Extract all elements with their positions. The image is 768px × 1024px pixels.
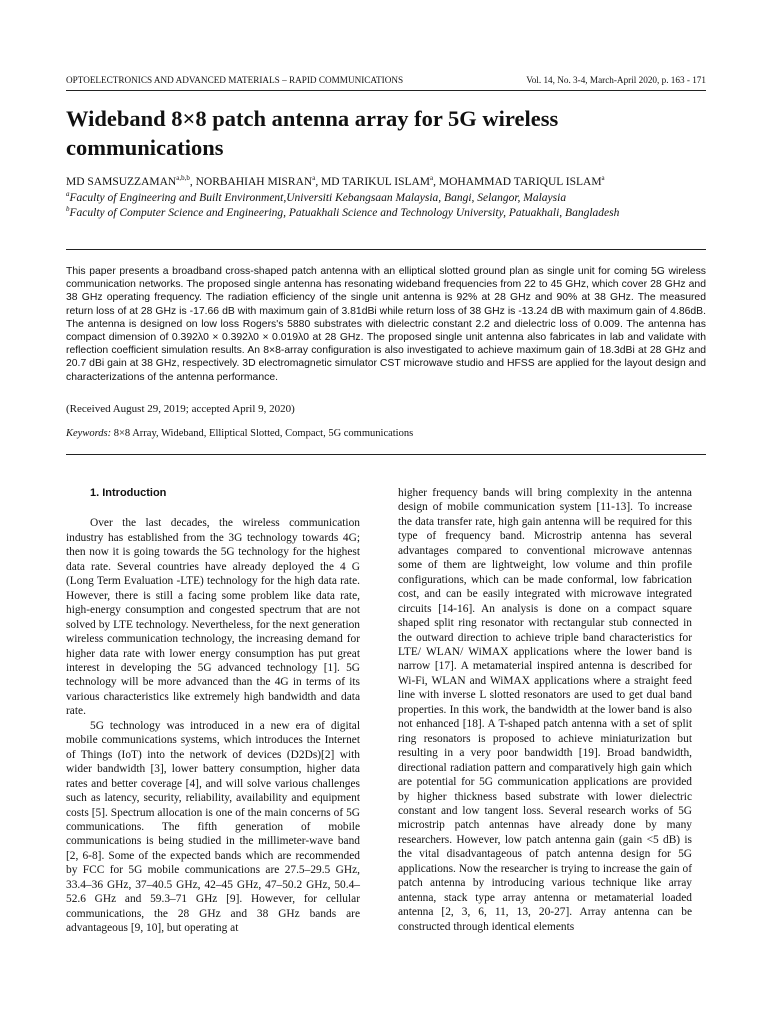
paper-title: Wideband 8×8 patch antenna array for 5G wireless communications — [66, 106, 559, 160]
paragraph: 5G technology was introduced in a new era of digital mobile communications systems, which introduces the Internet of Things (IoT) into the network of devices (D2Ds)[2] with wider bandwidth [3], lower battery consumption, higher data rates and better coverage [4], and will solve various challenges such as latency, security, reliability, availability and equipment costs [5]. Spectrum allocation is one of the main concerns of 5G communications. The fifth generation of mobile communications is being studied in the millimeter-wave band [2, 6-8]. Some of the expected bands which are recommended by FCC for 5G mobile communications are 27.5–29.5 GHz, 33.4–36 GHz, 37–40.5 GHz, 42–45 GHz, 47–50.2 GHz, 50.4–52.6 GHz and 59.3–71 GHz [9]. However, for cellular communications, the 28 GHz and 38 GHz bands are advantageous [9, 10], but operating at — [66, 719, 360, 935]
author-list: MD SAMSUZZAMAN$^{a,b,b}$, NORBAHIAH MISRAN$^a$, MD TARIKUL ISLAM$^a$, MOHAMMAD TARIQUL ISLAM$^a$ — [66, 174, 605, 188]
affiliation-text: Faculty of Engineering and Built Environment,Universiti Kebangsaan Malaysia, Bangi, Selangor, Malaysia — [69, 192, 567, 204]
author-affiliation-mark: a — [312, 174, 316, 183]
keywords — [66, 428, 706, 439]
right-column — [398, 486, 692, 934]
paragraph: higher frequency bands will bring complexity in the antenna design of mobile communication system [11-13]. To increase the data transfer rate, high gain antenna will be required for this type of frequency band. Microstrip antenna has several advantages compared to conventional microwave antennas some of them are lightweight, low volume and thin profile configurations, which can be made conformal, low fabrication cost, and can be easily integrated with microwave integrated circuits [14-16]. An analysis is done on a compact square shaped split ring resonator with rectangular stub connected in the outward direction to achieve triple band characteristics for LTE/ WLAN/ WiMAX applications where the lower band is narrow [17]. A metamaterial inspired antenna is described for Wi-Fi, WLAN and WiMAX applications where a straight feed line with inverse L slotted resonators are used to get dual band properties. In this work, the bandwidth at the lower band is also not enhanced [18]. A T-shaped patch antenna with a set of split ring resonators is proposed to achieve miniaturization but resulting in a very poor bandwidth [19]. Broad bandwidth, directional radiation pattern and comparatively high gain which are potential for 5G communication applications are provided by higher thickness based substrate with lower dielectric constant and low tangent loss. Several research works of 5G microstrip patch antennas have already done by many researchers. However, low patch antenna gain (gain <5 dB) is the vital disadvantageous of patch antenna design for 5G applications. Now the researcher is trying to increase the gain of patch antenna by introducing various technique like array antenna, stack type array antenna or metamaterial loaded antenna [2, 3, 6, 11, 13, 20-27]. Array antenna can be constructed through identical elements — [398, 487, 692, 933]
author-affiliation-mark: a,b,b — [176, 174, 190, 183]
author-name: MD TARIKUL ISLAM — [321, 176, 431, 188]
affiliation — [66, 191, 706, 206]
affiliation — [66, 206, 706, 221]
affiliation-mark: b — [66, 205, 70, 214]
author-name: MOHAMMAD TARIQUL ISLAM — [438, 176, 602, 188]
keywords-text: 8×8 Array, Wideband, Elliptical Slotted, Compact, 5G communications — [113, 428, 414, 439]
author-affiliation-mark: a — [601, 174, 605, 183]
journal-name: OPTOELECTRONICS AND ADVANCED MATERIALS – RAPID COMMUNICATIONS — [66, 75, 404, 85]
paragraph: Over the last decades, the wireless communication industry has established from the 3G technology towards 4G; then now it is going towards the 5G technology for the highest data rate. Several countries have already deployed the 4 G (Long Term Evaluation -LTE) technology for the high data rate. However, there is still a facing some problem like data rate, high-energy consumption and congested spectrum that are not solved by LTE technology. Nevertheless, for the next generation wireless communication technology, the increasing demand for higher data rate with lower energy consumption has put great interest in developing the 5G advanced technology [1]. 5G technology will be more advanced than the 4G in terms of its various characteristics like extremely high bandwidth and data rate. — [66, 517, 360, 718]
abstract: This paper presents a broadband cross-shaped patch antenna with an elliptical slotted ground plan as single unit for coming 5G wireless communication networks. The proposed single antenna has resonating wideband frequencies from 22 to 45 GHz, which cover 28 GHz and 38 GHz operating frequency. The radiation efficiency of the single unit antenna is 92% at 28 GHz and 90% at 38 GHz. The measured return loss of at 28 GHz is -17.66 dB with maximum gain of 3.81dBi while return loss of 38 GHz is -13.24 dB with maximum gain of 4.86dB. The antenna is designed on low loss Rogers's 5880 substrates with dielectric constant 2.2 and dielectric loss of 0.009. The antenna has compact dimension of 0.392λ0 × 0.392λ0 × 0.019λ0 at 28 GHz. The proposed single unit antenna also fabricates in lab and validate with reflection coefficient simulation results. An 8×8-array configuration is also investigated to achieve maximum gain of 18.3dBi at 28 GHz and 20.7 dBi gain at 38 GHz, respectively. 3D electromagnetic simulator CST microwave studio and HFSS are applied for the layout design and characterizations of the antenna performance. — [66, 266, 706, 383]
affiliation-text: Faculty of Computer Science and Engineering, Patuakhali Science and Technology University, Patuakhali, Bangladesh — [69, 207, 620, 219]
left-column — [66, 486, 360, 936]
section-heading: 1. Introduction — [90, 487, 167, 499]
author-name: MD SAMSUZZAMAN — [66, 176, 177, 188]
author-name: NORBAHIAH MISRAN — [195, 176, 313, 188]
body-top-rule — [66, 454, 706, 455]
header-rule — [66, 90, 706, 91]
received-dates: (Received August 29, 2019; accepted April 9, 2020) — [66, 403, 295, 415]
abstract-top-rule — [66, 249, 706, 250]
citation-info: Vol. 14, No. 3-4, March-April 2020, p. 163 - 171 — [526, 75, 706, 85]
running-header — [66, 75, 706, 85]
keywords-label: Keywords: — [66, 428, 112, 439]
author-affiliation-mark: a — [430, 174, 434, 183]
affiliation-mark: a — [66, 190, 70, 199]
